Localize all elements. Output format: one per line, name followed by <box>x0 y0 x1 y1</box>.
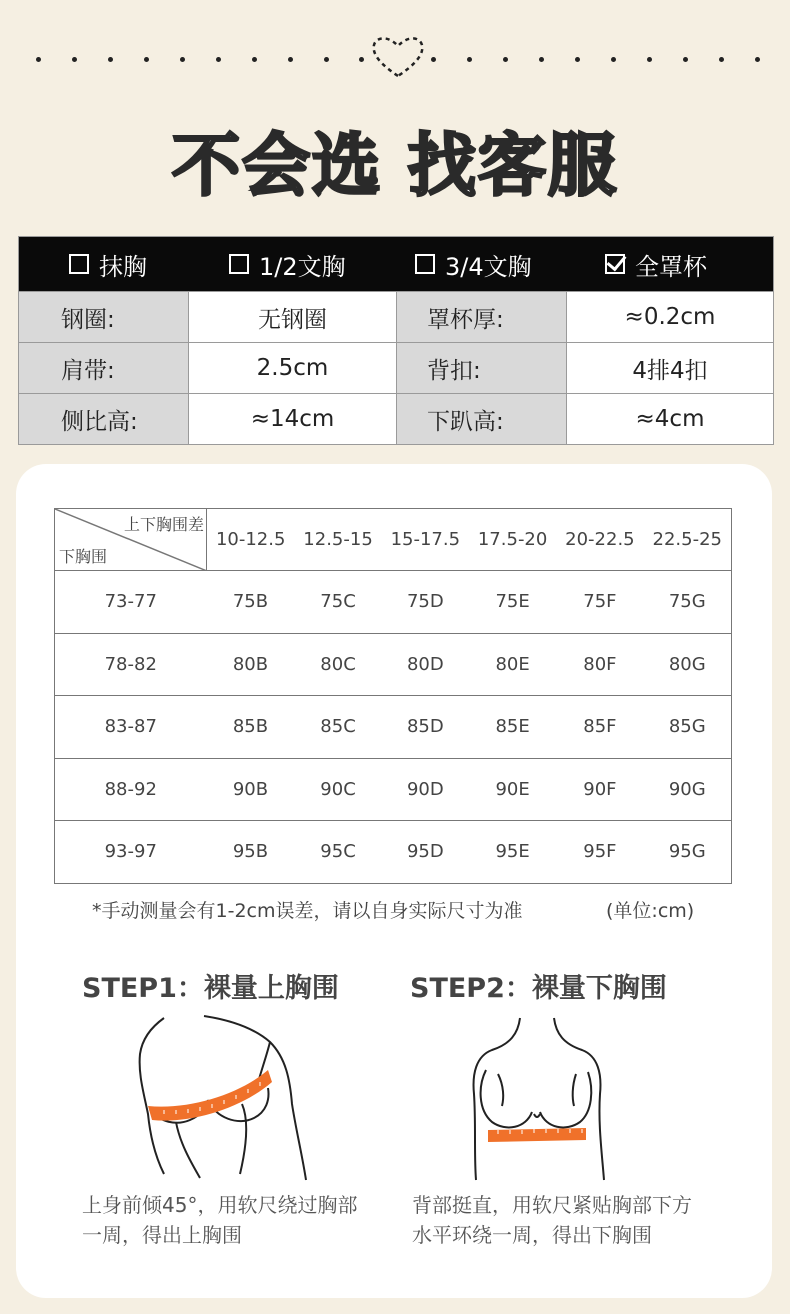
size-table-corner: 上下胸围差 下胸围 <box>55 509 207 571</box>
size-cell: 95E <box>469 821 556 884</box>
size-cell: 80C <box>294 633 381 696</box>
cup-option-strapless: 抹胸 <box>69 247 147 282</box>
column-header: 15-17.5 <box>382 509 469 571</box>
size-cell: 85B <box>207 696 295 759</box>
checkbox-icon <box>415 254 435 274</box>
spec-row <box>19 393 773 444</box>
spec-value: ≈14cm <box>189 394 397 444</box>
table-row <box>55 571 732 634</box>
table-row <box>55 821 732 884</box>
size-cell: 85C <box>294 696 381 759</box>
size-cell: 90G <box>644 758 732 821</box>
size-cell: 95F <box>556 821 643 884</box>
checked-checkbox-icon <box>605 254 625 274</box>
band-cell: 73-77 <box>55 571 207 634</box>
spec-label: 肩带: <box>19 343 189 393</box>
spec-row <box>19 291 773 342</box>
column-header: 17.5-20 <box>469 509 556 571</box>
step2-caption: 背部挺直，用软尺紧贴胸部下方 水平环绕一周，得出下胸围 <box>412 1193 692 1247</box>
cup-option-full: 全罩杯 <box>605 247 707 282</box>
size-cell: 80D <box>382 633 469 696</box>
spec-label: 钢圈: <box>19 292 189 342</box>
size-cell: 80E <box>469 633 556 696</box>
size-cell: 75E <box>469 571 556 634</box>
table-row <box>55 633 732 696</box>
page-title: 不会选 找客服 <box>172 127 618 206</box>
step2-title: STEP2：裸量下胸围 <box>410 973 667 1004</box>
spec-value: ≈0.2cm <box>567 292 773 342</box>
column-header: 20-22.5 <box>556 509 643 571</box>
upper-bust-illustration <box>120 1014 310 1184</box>
checkbox-icon <box>69 254 89 274</box>
column-header: 22.5-25 <box>644 509 732 571</box>
size-cell: 75G <box>644 571 732 634</box>
spec-label: 罩杯厚: <box>397 292 567 342</box>
band-cell: 93-97 <box>55 821 207 884</box>
spec-table <box>18 236 774 445</box>
column-header: 10-12.5 <box>207 509 295 571</box>
size-cell: 75C <box>294 571 381 634</box>
table-row <box>55 696 732 759</box>
spec-value: 无钢圈 <box>189 292 397 342</box>
size-cell: 85G <box>644 696 732 759</box>
size-cell: 80F <box>556 633 643 696</box>
step1-caption: 上身前倾45°，用软尺绕过胸部 一周，得出上胸围 <box>82 1193 358 1247</box>
size-cell: 80G <box>644 633 732 696</box>
spec-value: ≈4cm <box>567 394 773 444</box>
size-chart-table <box>54 508 732 884</box>
unit-label: (单位:cm) <box>606 900 695 922</box>
size-table-header <box>55 509 732 571</box>
size-cell: 90F <box>556 758 643 821</box>
band-cell: 83-87 <box>55 696 207 759</box>
spec-label: 下趴高: <box>397 394 567 444</box>
cup-option-half: 1/2文胸 <box>229 247 346 282</box>
cup-type-header <box>19 237 773 291</box>
size-cell: 80B <box>207 633 295 696</box>
size-guide-card <box>16 464 772 1298</box>
size-cell: 85F <box>556 696 643 759</box>
checkbox-icon <box>229 254 249 274</box>
measurement-note: *手动测量会有1-2cm误差，请以自身实际尺寸为准 <box>92 900 523 922</box>
size-cell: 90B <box>207 758 295 821</box>
band-cell: 78-82 <box>55 633 207 696</box>
size-cell: 75D <box>382 571 469 634</box>
under-bust-illustration <box>464 1014 634 1184</box>
size-cell: 90E <box>469 758 556 821</box>
size-cell: 85E <box>469 696 556 759</box>
size-cell: 75B <box>207 571 295 634</box>
size-cell: 95B <box>207 821 295 884</box>
size-cell: 95G <box>644 821 732 884</box>
spec-label: 侧比高: <box>19 394 189 444</box>
size-cell: 85D <box>382 696 469 759</box>
band-cell: 88-92 <box>55 758 207 821</box>
size-cell: 95C <box>294 821 381 884</box>
spec-label: 背扣: <box>397 343 567 393</box>
column-header: 12.5-15 <box>294 509 381 571</box>
cup-option-three-quarter: 3/4文胸 <box>415 247 532 282</box>
table-row <box>55 758 732 821</box>
spec-row <box>19 342 773 393</box>
size-cell: 90C <box>294 758 381 821</box>
size-cell: 75F <box>556 571 643 634</box>
size-cell: 95D <box>382 821 469 884</box>
size-cell: 90D <box>382 758 469 821</box>
spec-value: 2.5cm <box>189 343 397 393</box>
spec-value: 4排4扣 <box>567 343 773 393</box>
heart-icon <box>370 34 426 80</box>
step1-title: STEP1：裸量上胸围 <box>82 973 339 1004</box>
